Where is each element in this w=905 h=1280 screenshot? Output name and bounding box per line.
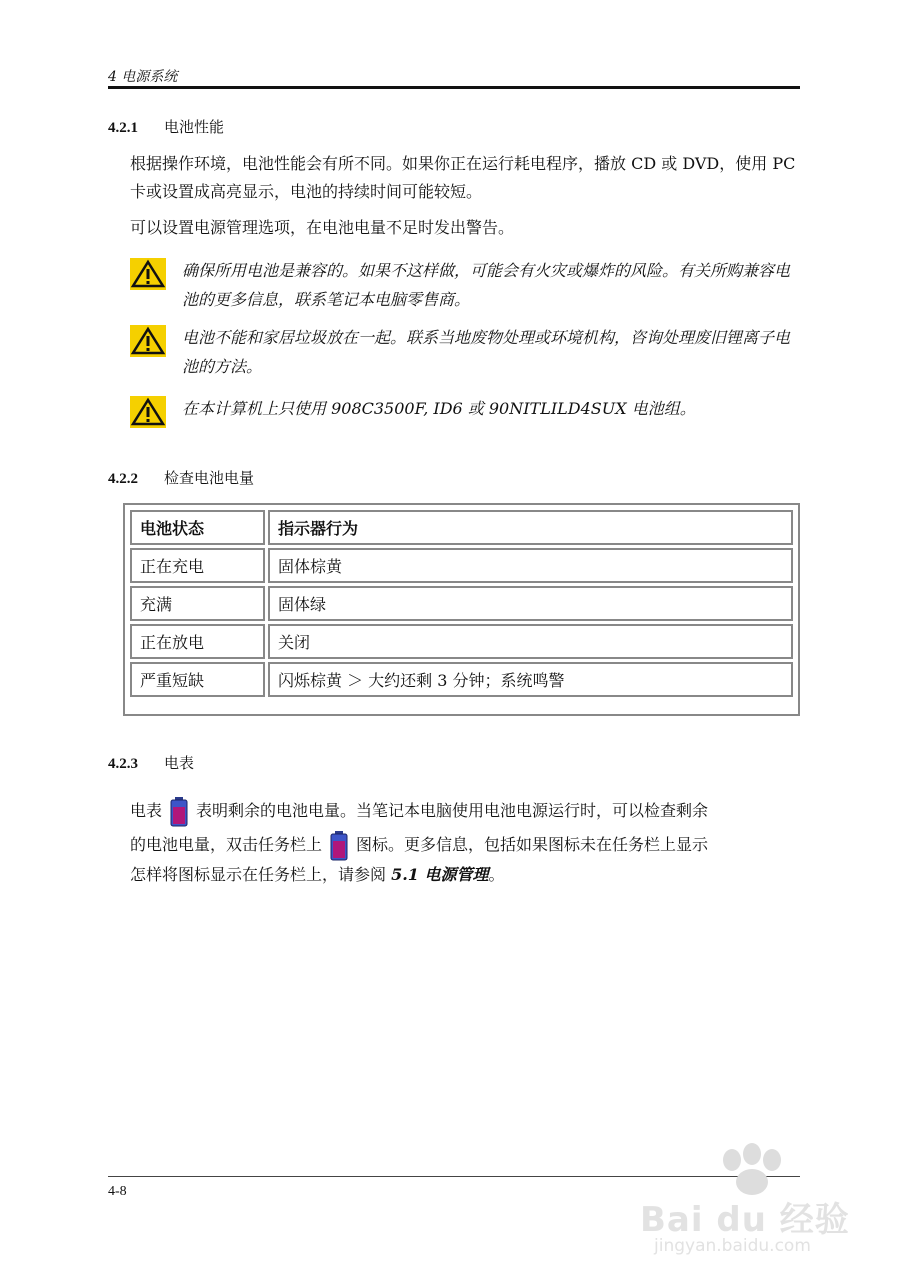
battery-status-table: [123, 503, 800, 716]
table-cell: 固体棕黄: [268, 548, 793, 583]
section-number: 4.2.1: [108, 120, 138, 136]
table-row: [130, 624, 793, 659]
text-run: 。: [488, 865, 505, 884]
running-header: 4 电源系统: [108, 69, 178, 85]
text-run: 表明剩余的电池电量。当笔记本电脑使用电池电源运行时，可以检查剩余: [196, 801, 709, 820]
watermark-brand: Bai du 经验: [640, 1200, 850, 1240]
section-4-2-3-heading: [108, 752, 194, 773]
battery-meter-icon: [170, 797, 188, 827]
table-cell: 正在充电: [130, 548, 265, 583]
text-line: [130, 858, 800, 892]
header-rule: [108, 86, 800, 89]
section-title: 电表: [164, 754, 195, 772]
section-title: 检查电池电量: [164, 469, 255, 487]
cross-reference-link[interactable]: 5.1 电源管理: [391, 865, 489, 884]
table-cell: 闪烁棕黄 ＞ 大约还剩 3 分钟；系统鸣警: [268, 662, 793, 697]
battery-meter-icon: [330, 831, 348, 861]
paragraph: 根据操作环境，电池性能会有所不同。如果你正在运行耗电程序，播放 CD 或 DVD，使用 PC 卡或设置成高亮显示，电池的持续时间可能较短。: [130, 154, 796, 201]
table-row: [130, 662, 793, 697]
text-run: 怎样将图标显示在任务栏上，请参阅: [130, 865, 392, 884]
table-cell: 关闭: [268, 624, 793, 659]
text-line: [130, 828, 800, 862]
section-title: 电池性能: [164, 118, 225, 136]
warning-text: 在本计算机上只使用 908C3500F, ID6 或 90NITLILD4SUX 电池组。: [182, 399, 696, 418]
watermark-url: jingyan.baidu.com: [654, 1236, 811, 1256]
paragraph: [130, 794, 800, 892]
column-header: 电池状态: [130, 510, 265, 545]
paragraph: 可以设置电源管理选项，在电池电量不足时发出警告。: [130, 218, 515, 237]
page-number: 4-8: [108, 1184, 127, 1199]
text-run: 的电池电量，双击任务栏上: [130, 835, 323, 854]
warning-text: 电池不能和家居垃圾放在一起。联系当地废物处理或环境机构，咨询处理废旧锂离子电池的方法。: [182, 328, 791, 376]
warning-text: 确保所用电池是兼容的。如果不这样做，可能会有火灾或爆炸的风险。有关所购兼容电池的更多信息，联系笔记本电脑零售商。: [182, 261, 791, 309]
section-4-2-1-heading: [108, 116, 224, 137]
table-row: [130, 586, 793, 621]
table-cell: 充满: [130, 586, 265, 621]
section-4-2-2-heading: [108, 467, 254, 488]
table-cell: 正在放电: [130, 624, 265, 659]
section-number: 4.2.2: [108, 471, 138, 487]
warning-icon: [130, 396, 166, 428]
text-run: 图标。更多信息，包括如果图标未在任务栏上显示: [356, 835, 709, 854]
table-row: [130, 548, 793, 583]
section-number: 4.2.3: [108, 756, 138, 772]
table-cell: 严重短缺: [130, 662, 265, 697]
text-run: 电表: [130, 801, 163, 820]
warning-icon: [130, 258, 166, 290]
table-cell: 固体绿: [268, 586, 793, 621]
column-header: 指示器行为: [268, 510, 793, 545]
text-line: [130, 794, 800, 828]
baidu-watermark: [640, 1140, 870, 1260]
warning-icon: [130, 325, 166, 357]
table-header-row: [130, 510, 793, 545]
